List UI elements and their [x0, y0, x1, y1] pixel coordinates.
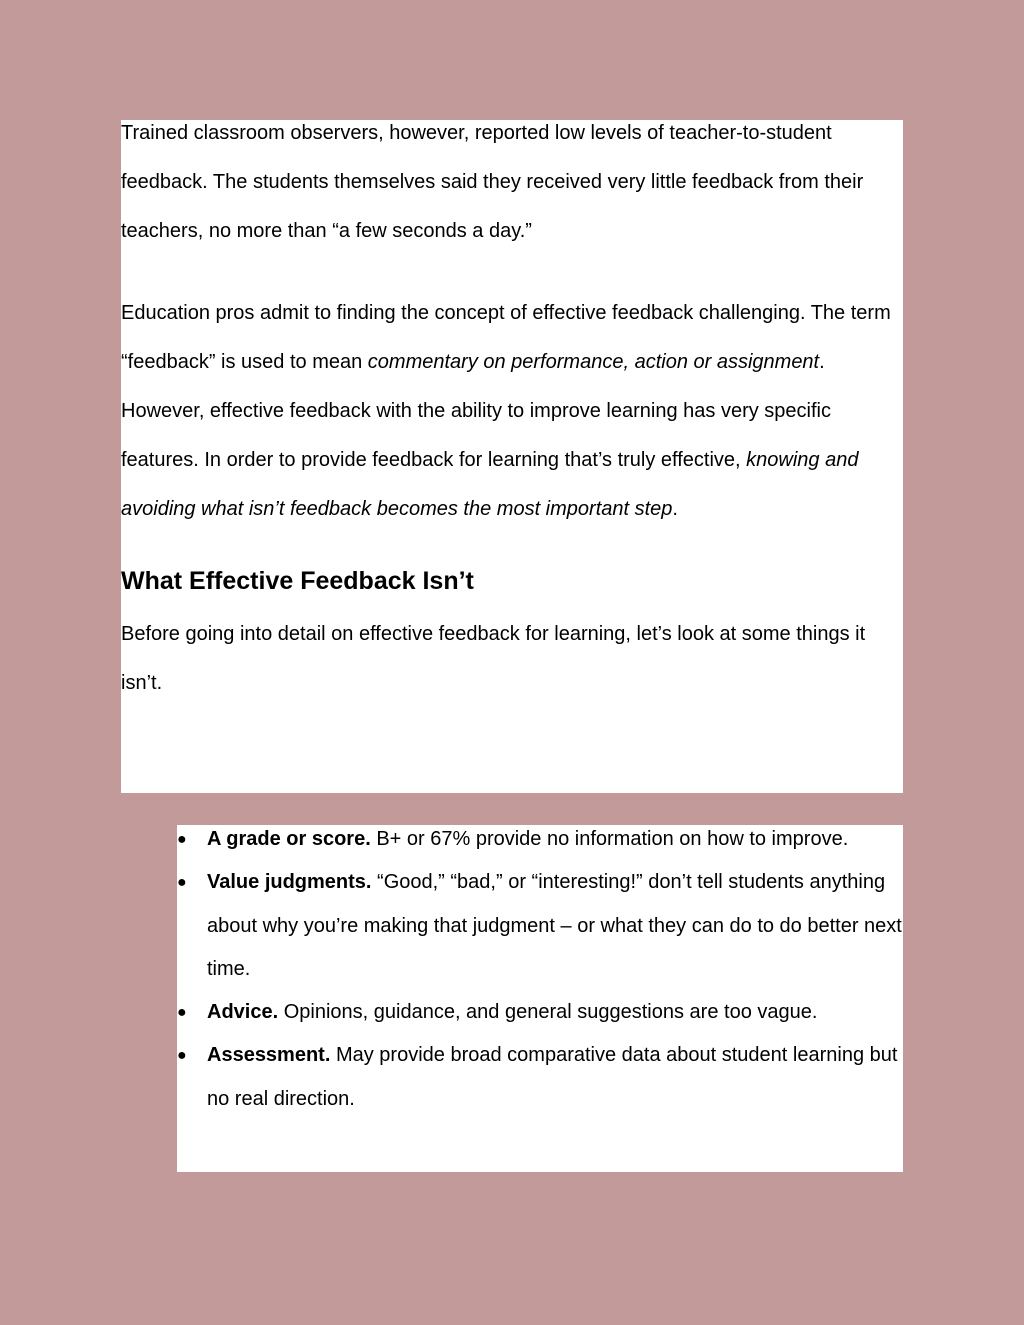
bullet-icon: ● — [177, 831, 187, 848]
list-item-text: “Good,” “bad,” or “interesting!” don’t tell students anything about why you’re making that judgment – or what they can do to do better next time. — [207, 871, 902, 980]
bullet-list-panel — [177, 825, 903, 1172]
list-item-text: Opinions, guidance, and general suggestions are too vague. — [278, 1001, 818, 1024]
bullet-icon: ● — [177, 1004, 187, 1022]
list-item-text: B+ or 67% provide no information on how to improve. — [370, 828, 849, 850]
intro-p2-italic-a: commentary on performance, action or assignment — [367, 351, 820, 373]
section-heading: What Effective Feedback Isn’t — [121, 567, 474, 595]
intro-paragraph-2 — [121, 289, 903, 534]
feedback-list — [177, 818, 903, 1121]
intro-paragraph-1: Trained classroom observers, however, reported low levels of teacher-to-student feedback. The students themselves said they received very little feedback from their teachers, no more than “a few seconds a day.” — [121, 122, 864, 242]
list-item — [177, 861, 903, 991]
intro-p2-text-a: Education pros admit to finding the concept of effective feedback challenging. The term “feedback” is used to mean — [121, 302, 891, 373]
main-text-panel — [121, 120, 903, 793]
intro-p2-text-b: . However, effective feedback with the ability to improve learning has very specific features. In order to provide feedback for learning that’s truly effective, — [121, 351, 831, 471]
list-item-title: Value judgments. — [207, 871, 372, 894]
bullet-icon: ● — [177, 1047, 187, 1065]
list-item-title: Assessment. — [207, 1044, 331, 1067]
list-item-title: A grade or score. — [207, 828, 371, 850]
intro-p2-text-c: . — [672, 498, 678, 520]
list-item — [177, 818, 903, 861]
list-item — [177, 1034, 903, 1121]
list-item-text: May provide broad comparative data about student learning but no real direction. — [207, 1044, 898, 1110]
section-lead-paragraph: Before going into detail on effective feedback for learning, let’s look at some things it isn’t. — [121, 623, 866, 694]
intro-p2-italic-b: knowing and avoiding what isn’t feedback becomes the most important step — [121, 449, 859, 520]
bullet-icon: ● — [177, 874, 187, 892]
list-item — [177, 991, 903, 1034]
list-item-title: Advice. — [207, 1001, 279, 1024]
